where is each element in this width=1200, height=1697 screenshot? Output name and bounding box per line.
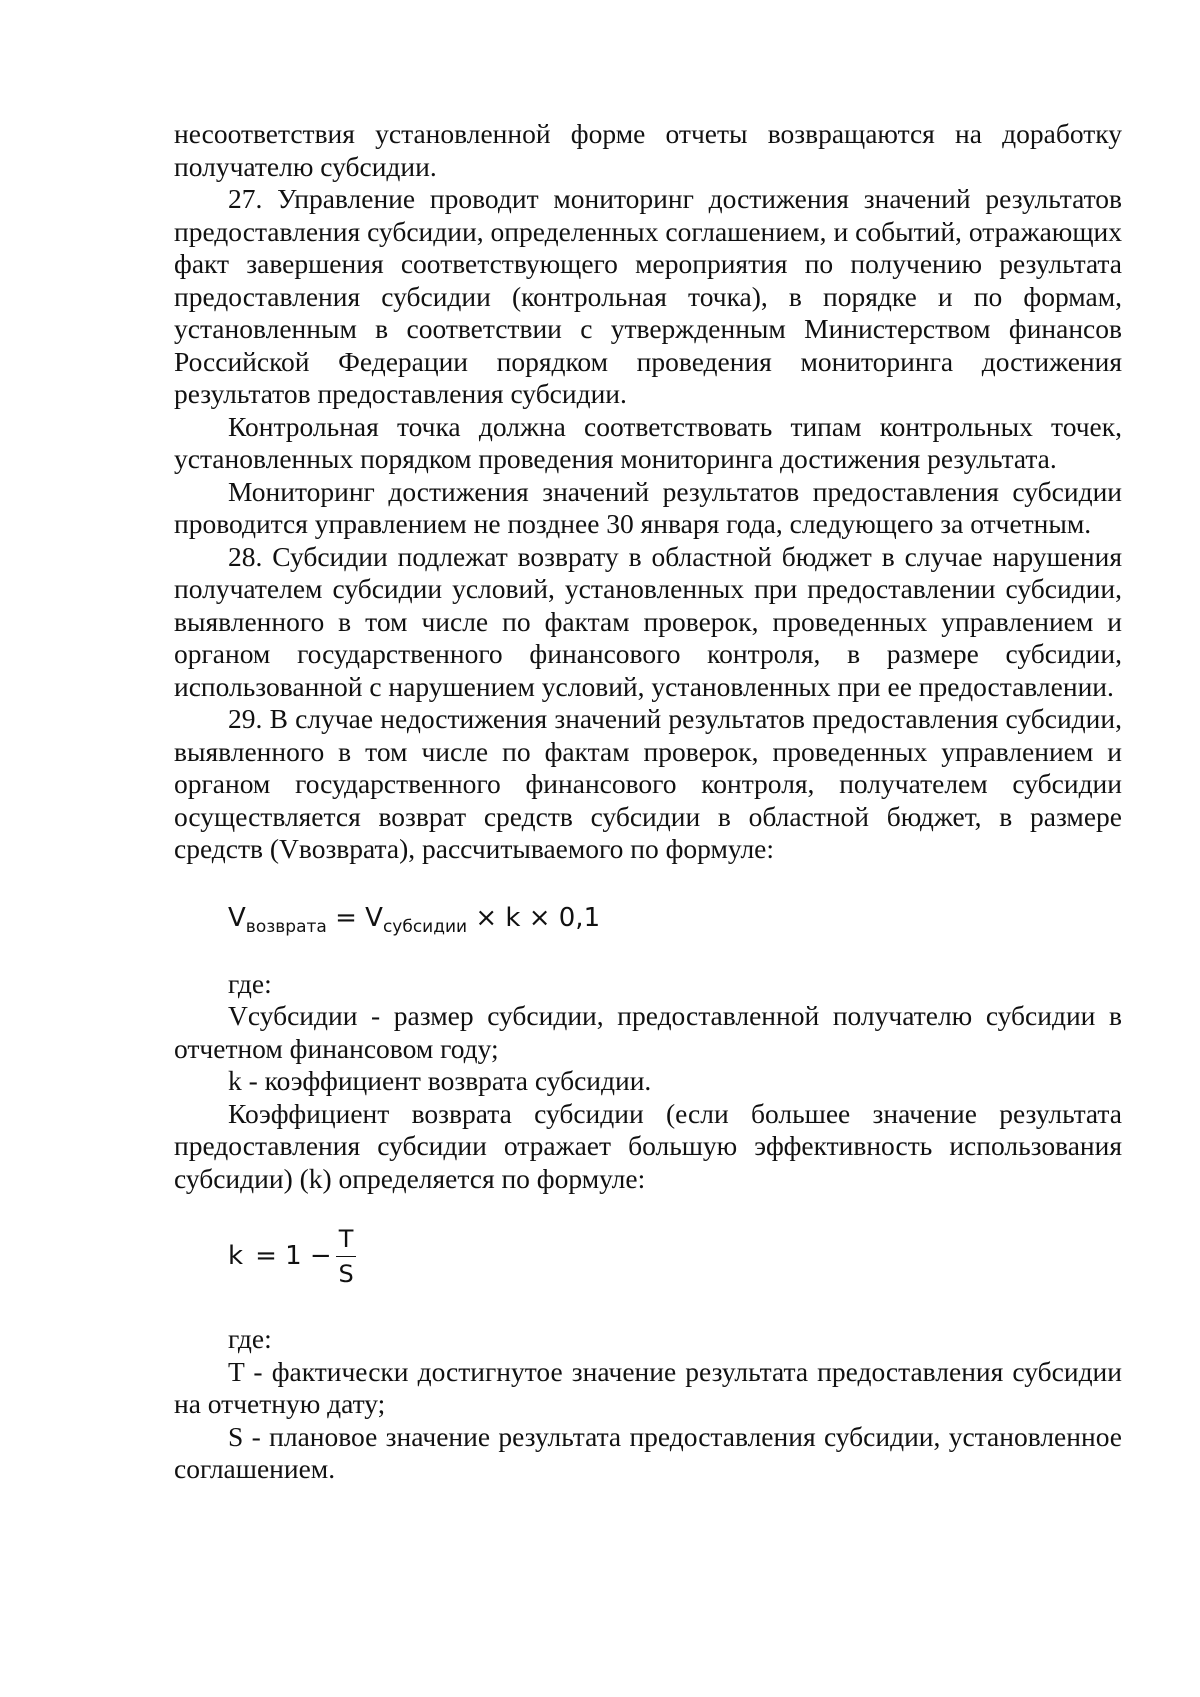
definition-t: T - фактически достигнутое значение результата предоставления субсидии на отчетную дату; — [174, 1355, 1122, 1419]
fraction-denominator: S — [338, 1259, 354, 1288]
where-label-2: где: — [228, 1323, 272, 1354]
paragraph-k-coefficient-intro: Коэффициент возврата субсидии (если большее значение результата предоставления субсидии отражает большую эффективность использования субсидии) (k) определяется по формуле: — [174, 1097, 1122, 1194]
where-label-1: где: — [228, 967, 272, 999]
document-page — [174, 118, 1122, 1486]
formula-return-amount — [174, 896, 1122, 940]
formula1-equals: = — [335, 902, 357, 933]
fraction-numerator: T — [336, 1224, 357, 1257]
definition-k: k - коэффициент возврата субсидии. — [228, 1065, 652, 1096]
paragraph-29: 29. В случае недостижения значений результатов предоставления субсидии, выявленного в том числе по фактам проверок, проведенных управлением и органом государственного финансового контроля, получателем субсидии осуществляется возврат средств субсидии в областной бюджет, в размере средств (Vвозврата), рассчитываемого по формуле: — [174, 703, 1122, 864]
paragraph-28: 28. Субсидии подлежат возврату в областной бюджет в случае нарушения получателем субсидии условий, установленных при предоставлении субсидии, выявленного в том числе по фактам проверок, проведенных управлением и органом государственного финансового контроля, в размере субсидии, использованной с нарушением условий, установленных при ее предоставлении. — [174, 540, 1122, 702]
formula2-fraction — [336, 1224, 357, 1289]
formula1-rest: × k × 0,1 — [475, 902, 601, 933]
definition-v-subsidy: Vсубсидии - размер субсидии, предоставленной получателю субсидии в отчетном финансовом году; — [174, 1000, 1122, 1064]
paragraph-27: 27. Управление проводит мониторинг достижения значений результатов предоставления субсидии, определенных соглашением, и событий, отражающих факт завершения соответствующего мероприятия по получению результата предоставления субсидии (контрольная точка), в порядке и по формам, установленным в соответствии с утвержденным Министерством финансов Российской Федерации порядком проведения мониторинга достижения результатов предоставления субсидии. — [174, 183, 1122, 409]
paragraph-27-monitoring-deadline: Мониторинг достижения значений результатов предоставления субсидии проводится управлением не позднее 30 января года, следующего за отчетным. — [174, 475, 1122, 539]
formula2-lhs: k — [228, 1241, 244, 1271]
formula1-lhs: $V_{возврата}$ — [228, 902, 327, 937]
definition-s: S - плановое значение результата предоставления субсидии, установленное соглашением. — [174, 1420, 1122, 1484]
paragraph-continuation: несоответствия установленной форме отчеты возвращаются на доработку получателю субсидии. — [174, 118, 1122, 182]
formula-k-coefficient — [174, 1211, 1122, 1301]
formula2-equals-one-minus: = 1 − — [255, 1241, 332, 1271]
formula1-rhs-subsidy: $V_{субсидии}$ — [365, 902, 468, 937]
paragraph-27-control-point: Контрольная точка должна соответствовать типам контрольных точек, установленных порядком проведения мониторинга достижения результата. — [174, 410, 1122, 474]
